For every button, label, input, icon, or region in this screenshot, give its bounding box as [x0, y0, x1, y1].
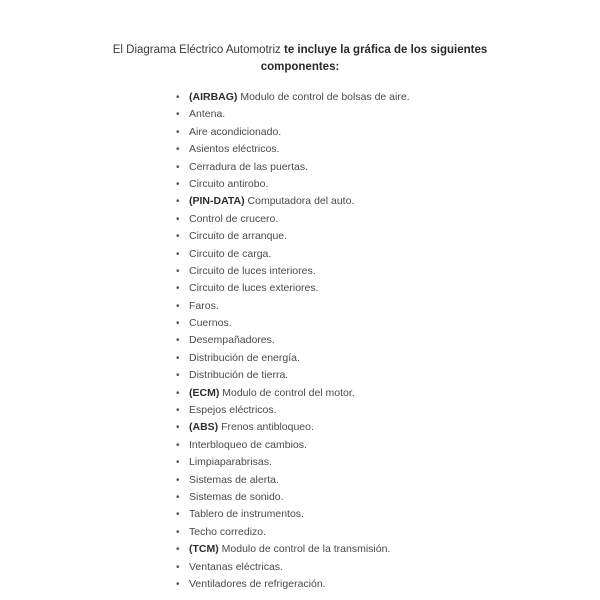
- list-item: [175, 176, 410, 193]
- bullet-icon: •: [176, 248, 180, 260]
- list-item: [175, 159, 410, 176]
- list-item: [175, 141, 410, 158]
- bullet-icon: •: [176, 213, 180, 225]
- intro-paragraph: [0, 42, 600, 76]
- list-item-text: Asientos eléctricos.: [189, 143, 280, 156]
- list-item-abbreviation: (ECM): [189, 386, 220, 399]
- intro-line-2: [0, 59, 600, 76]
- list-item: [175, 280, 410, 297]
- list-item-text: Techo corredizo.: [189, 525, 267, 538]
- list-item: [175, 124, 410, 141]
- bullet-icon: •: [176, 126, 180, 138]
- list-item: [175, 211, 410, 228]
- bullet-icon: •: [176, 318, 180, 330]
- intro-line-1: [0, 42, 600, 59]
- intro-bold-text: te incluye la gráfica de los siguientes: [284, 44, 488, 56]
- list-item: [175, 385, 410, 402]
- bullet-icon: •: [176, 544, 180, 556]
- list-item: [175, 576, 410, 593]
- bullet-icon: •: [176, 474, 180, 486]
- list-item-text: Aire acondicionado.: [189, 125, 282, 138]
- bullet-icon: •: [176, 405, 180, 417]
- list-item: [175, 332, 410, 349]
- list-item: [175, 454, 410, 471]
- list-item-text: Computadora del auto.: [244, 195, 355, 208]
- list-item-text: Cerradura de las puertas.: [189, 160, 309, 173]
- list-item: [175, 367, 410, 384]
- list-item-text: Espejos eléctricos.: [189, 404, 277, 417]
- list-item-abbreviation: (AIRBAG): [189, 91, 238, 103]
- list-item: [175, 472, 410, 489]
- bullet-icon: •: [176, 265, 180, 277]
- list-item-abbreviation: (PIN-DATA): [189, 195, 245, 208]
- bullet-icon: •: [176, 439, 180, 451]
- list-item-text: Distribución de tierra.: [189, 369, 289, 382]
- list-item: [175, 350, 410, 367]
- list-item-text: Antena.: [189, 108, 226, 121]
- bullet-icon: •: [176, 561, 180, 573]
- bullet-icon: •: [176, 92, 180, 103]
- bullet-icon: •: [176, 387, 180, 399]
- list-item-text: Faros.: [189, 299, 219, 312]
- list-item-text: Distribución de energía.: [189, 351, 300, 364]
- list-item-text: Ventiladores de refrigeración.: [189, 577, 326, 590]
- bullet-icon: •: [176, 109, 180, 121]
- bullet-icon: •: [176, 509, 180, 521]
- bullet-icon: •: [176, 457, 180, 469]
- list-item-text: Circuito de carga.: [189, 247, 272, 260]
- list-item-text: Desempañadores.: [189, 334, 275, 347]
- list-item: [175, 106, 410, 123]
- component-list: [175, 89, 410, 593]
- bullet-icon: •: [176, 491, 180, 503]
- list-item: [175, 524, 410, 541]
- bullet-icon: •: [176, 300, 180, 312]
- list-item: [175, 489, 410, 506]
- bullet-icon: •: [176, 370, 180, 382]
- list-item: [175, 419, 410, 436]
- bullet-icon: •: [176, 422, 180, 434]
- list-item: [175, 193, 410, 210]
- list-item-abbreviation: (TCM): [189, 543, 219, 556]
- list-item: [175, 559, 410, 576]
- list-item: [175, 541, 410, 558]
- list-item-text: Circuito de luces exteriores.: [189, 282, 319, 295]
- list-item-text: Sistemas de sonido.: [189, 490, 284, 503]
- list-item: [175, 246, 410, 263]
- list-item: [175, 315, 410, 332]
- list-item-text: Modulo de control de bolsas de aire.: [237, 91, 410, 103]
- bullet-icon: •: [176, 283, 180, 295]
- list-item: [175, 402, 410, 419]
- bullet-icon: •: [176, 335, 180, 347]
- list-item-abbreviation: (ABS): [189, 421, 219, 434]
- bullet-icon: •: [176, 196, 180, 208]
- list-item: [175, 89, 410, 106]
- list-item: [175, 298, 410, 315]
- list-item-text: Sistemas de alerta.: [189, 473, 279, 486]
- list-item-text: Ventanas eléctricas.: [189, 560, 283, 573]
- list-item-text: Limpiaparabrisas.: [189, 456, 272, 469]
- bullet-icon: •: [176, 526, 180, 538]
- intro-plain-text: El Diagrama Eléctrico Automotriz: [112, 44, 285, 56]
- list-item: [175, 263, 410, 280]
- list-item-text: Interbloqueo de cambios.: [189, 438, 307, 451]
- list-item-text: Circuito de luces interiores.: [189, 264, 316, 277]
- list-item: [175, 506, 410, 523]
- bullet-icon: •: [176, 231, 180, 243]
- bullet-icon: •: [176, 178, 180, 190]
- bullet-icon: •: [176, 144, 180, 156]
- list-item-text: Modulo de control del motor.: [219, 386, 355, 399]
- list-item-text: Modulo de control de la transmisión.: [218, 543, 391, 556]
- list-item: [175, 228, 410, 245]
- list-item-text: Control de crucero.: [189, 212, 279, 225]
- bullet-icon: •: [176, 578, 180, 590]
- list-item-text: Frenos antibloqueo.: [218, 421, 314, 434]
- intro-bold-text-continued: componentes:: [260, 61, 340, 73]
- list-item-text: Circuito antirobo.: [189, 177, 269, 190]
- list-item-text: Tablero de instrumentos.: [189, 508, 304, 521]
- list-item: [175, 437, 410, 454]
- list-item-text: Circuito de arranque.: [189, 230, 288, 243]
- bullet-icon: •: [176, 352, 180, 364]
- list-item-text: Cuernos.: [189, 317, 232, 330]
- bullet-icon: •: [176, 161, 180, 173]
